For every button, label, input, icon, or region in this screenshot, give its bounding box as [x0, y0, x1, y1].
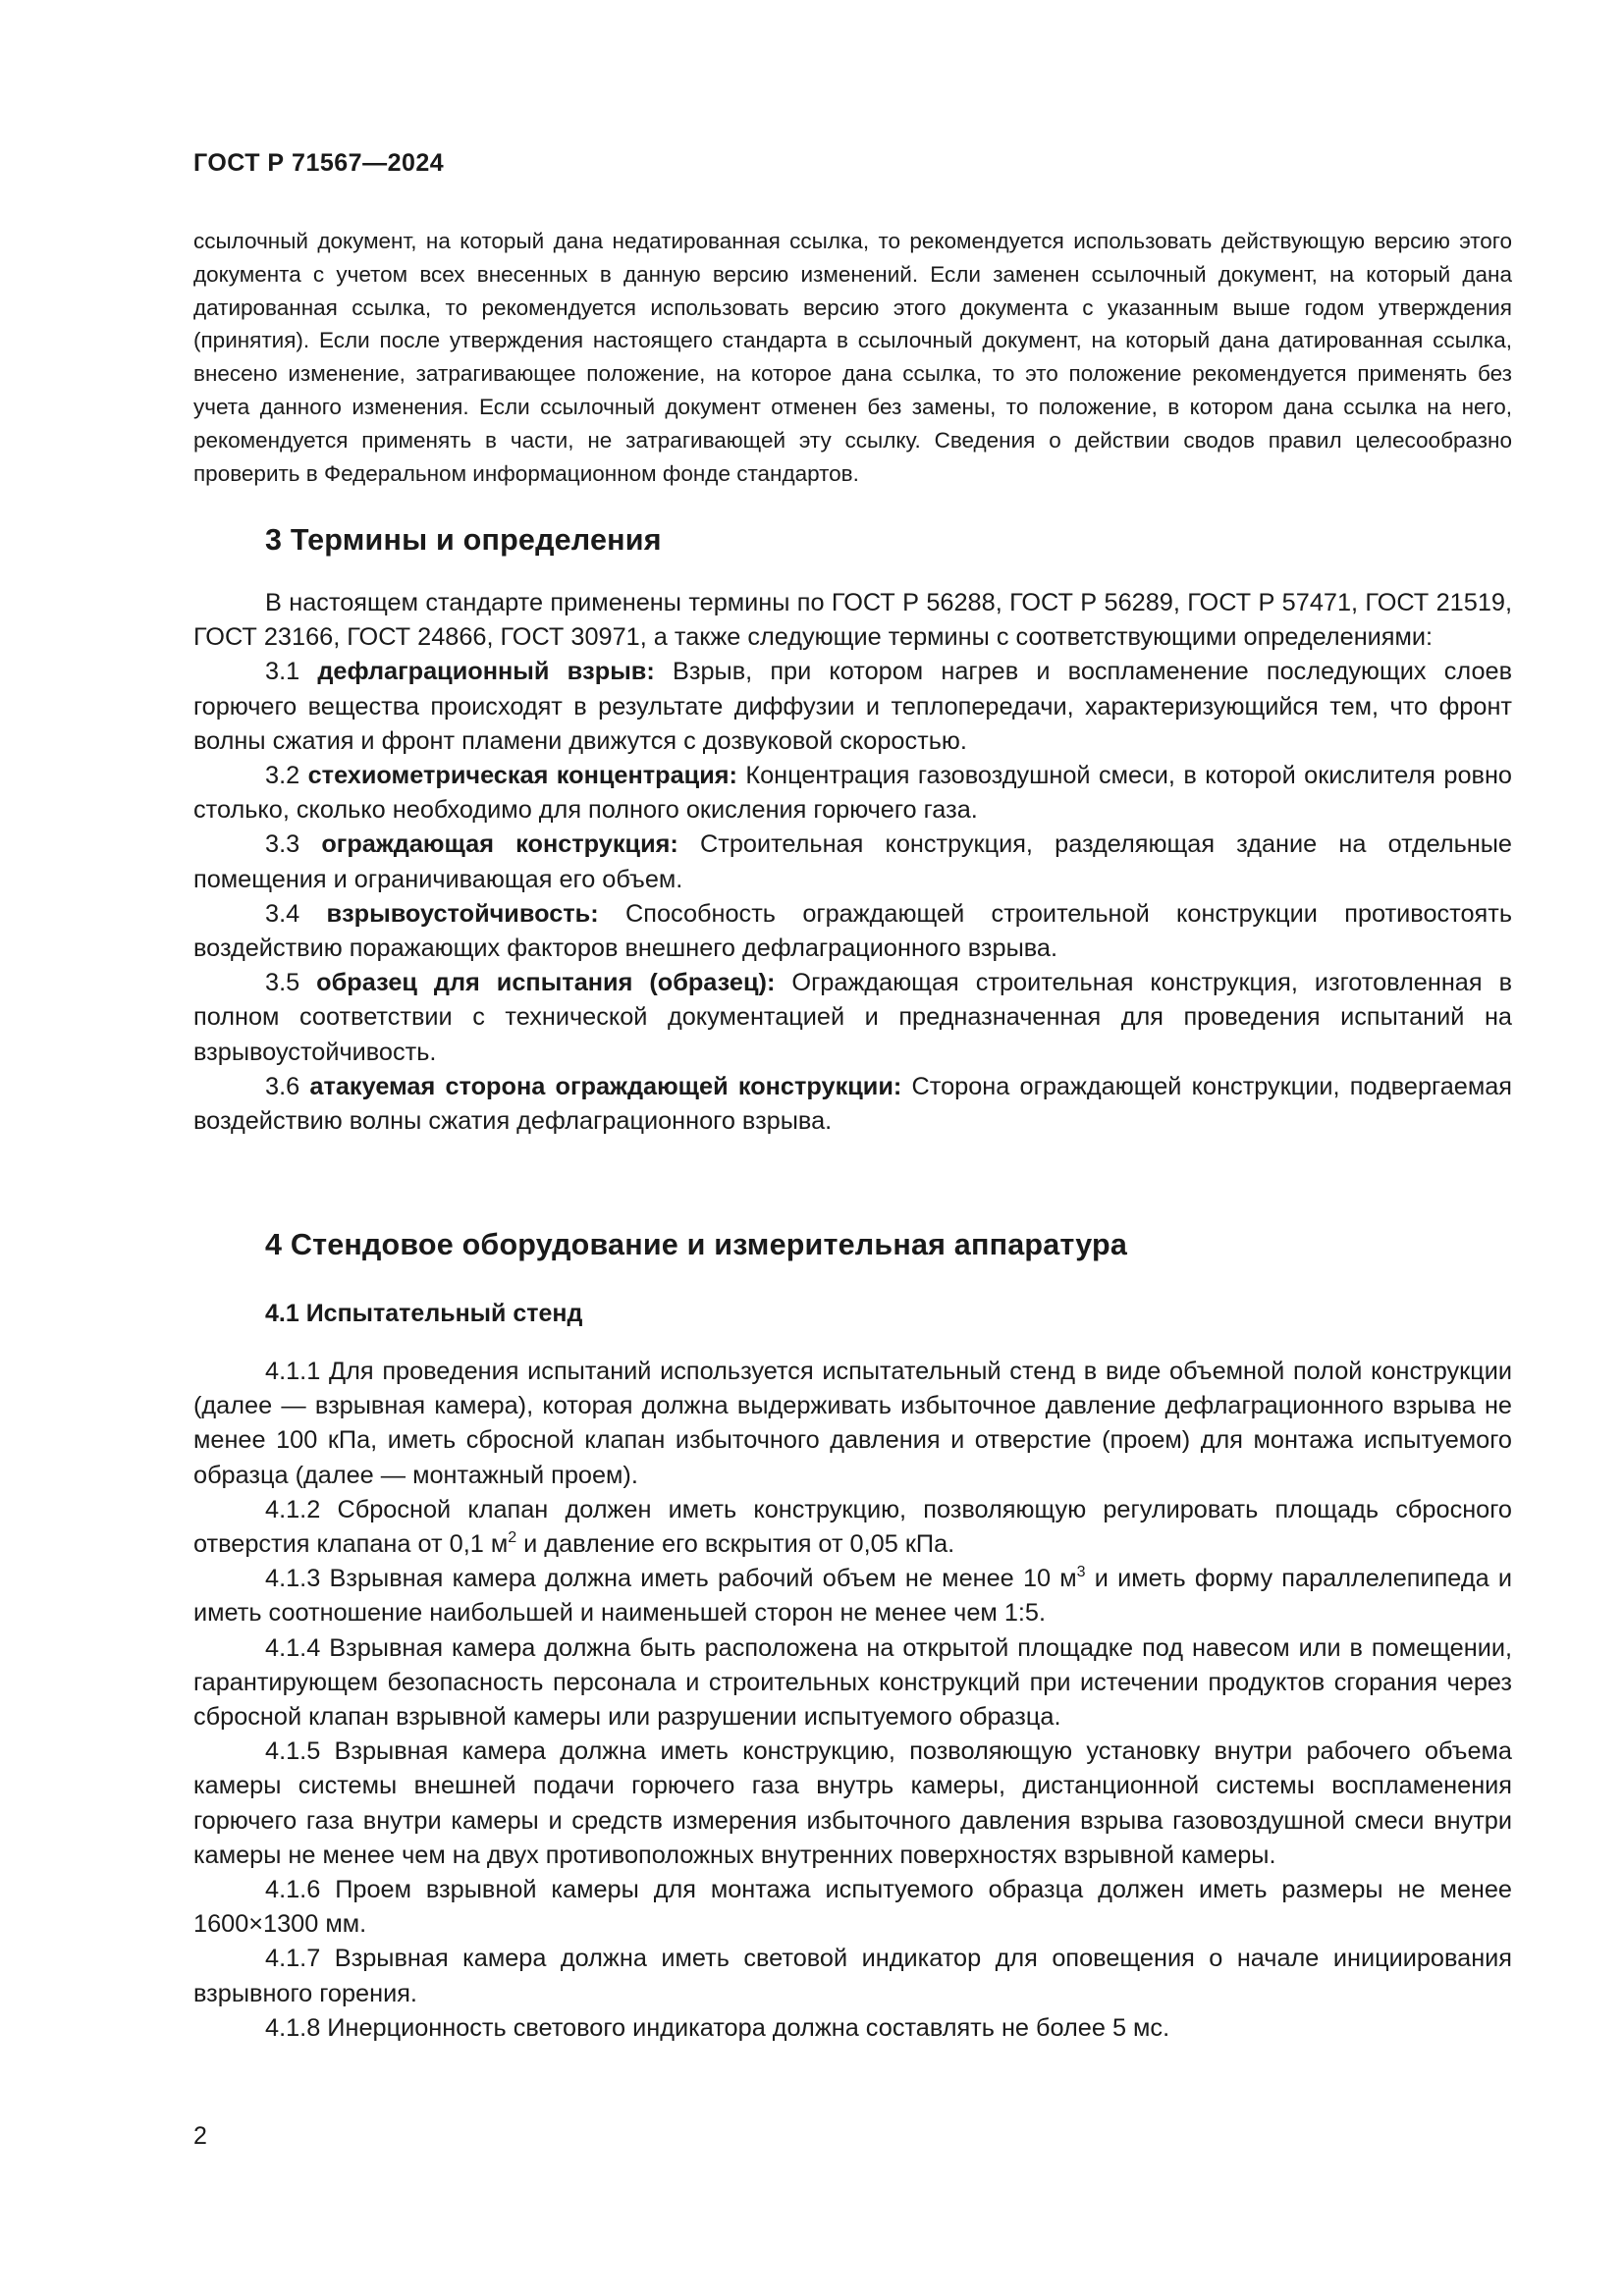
item-number: 4.1.1 — [265, 1358, 321, 1385]
term-number: 3.5 — [265, 969, 300, 997]
term-name: атакуемая сторона ограждающей конструкции: — [309, 1072, 902, 1100]
term-name: взрывоустойчивость: — [326, 899, 599, 928]
term-3-4 — [193, 897, 1512, 966]
term-definition: Способность ограждающей строительной конструкции противостоять воздействию поражающих факторов внешнего дефлаграционного взрыва. — [193, 899, 1512, 963]
section-3-body — [193, 586, 1512, 1139]
item-number: 4.1.6 — [265, 1876, 321, 1904]
term-definition: Взрыв, при котором нагрев и воспламенение последующих слоев горючего вещества происходят в результате диффузии и теплопередачи, характеризующийся тем, что фронт волны сжатия и фронт пламени движутся с дозвуковой скоростью. — [193, 658, 1513, 755]
term-name: образец для испытания (образец): — [316, 969, 776, 997]
term-number: 3.6 — [265, 1072, 300, 1100]
superscript: 3 — [1076, 1564, 1086, 1581]
term-name: стехиометрическая концентрация: — [307, 762, 737, 790]
subsection-4-1-heading: 4.1 Испытательный стенд — [265, 1300, 583, 1327]
item-text-cont: и иметь форму параллелепипеда и иметь соотношение наибольшей и наименьшей сторон не менее чем 1:5. — [193, 1565, 1512, 1628]
item-4-1-1 — [193, 1355, 1512, 1493]
section-4-heading: 4 Стендовое оборудование и измерительная аппаратура — [265, 1228, 1128, 1261]
item-4-1-2 — [193, 1493, 1512, 1562]
item-text: Сбросной клапан должен иметь конструкцию, позволяющую регулировать площадь сбросного отверстия клапана от 0,1 м — [193, 1495, 1512, 1559]
item-4-1-7 — [193, 1942, 1512, 2010]
term-number: 3.1 — [265, 658, 300, 686]
term-3-5 — [193, 966, 1512, 1070]
term-3-6 — [193, 1070, 1512, 1139]
intro-paragraph: ссылочный документ, на который дана недатированная ссылка, то рекомендуется использовать действующую версию этого документа с учетом всех внесенных в данную версию изменений. Если заменен ссылочный документ, на который дана датированная ссылка, то рекомендуется использовать версию этого документа с указанным выше годом утверждения (принятия). Если после утверждения настоящего стандарта в ссылочный документ, на который дана датированная ссылка, внесено изменение, затрагивающее положение, на которое дана ссылка, то это положение рекомендуется применять без учета данного изменения. Если ссылочный документ отменен без замены, то положение, в котором дана ссылка на него, рекомендуется применять в части, не затрагивающей эту ссылку. Сведения о действии сводов правил целесообразно проверить в Федеральном информационном фонде стандартов. — [193, 229, 1512, 486]
term-3-1 — [193, 655, 1512, 759]
item-4-1-5 — [193, 1735, 1512, 1873]
item-number: 4.1.5 — [265, 1737, 321, 1766]
item-4-1-4 — [193, 1631, 1512, 1735]
section-3-lead: В настоящем стандарте применены термины по ГОСТ Р 56288, ГОСТ Р 56289, ГОСТ Р 57471, ГОСТ 21519, ГОСТ 23166, ГОСТ 24866, ГОСТ 30971, а также следующие термины с соответствующими определениями: — [193, 589, 1512, 652]
term-definition: Строительная конструкция, разделяющая здание на отдельные помещения и ограничивающая его объем. — [193, 830, 1512, 893]
term-name: дефлаграционный взрыв: — [317, 658, 655, 686]
item-text: Взрывная камера должна иметь световой индикатор для оповещения о начале инициирования взрывного горения. — [193, 1945, 1512, 2007]
page-number: 2 — [193, 2122, 207, 2150]
section-4-body — [193, 1355, 1512, 2046]
item-number: 4.1.3 — [265, 1565, 321, 1593]
item-4-1-3 — [193, 1562, 1512, 1630]
item-text: Взрывная камера должна быть расположена на открытой площадке под навесом или в помещении, гарантирующем безопасность персонала и строительных конструкций при истечении продуктов сгорания через сбросной клапан взрывной камеры или разрушении испытуемого образца. — [193, 1633, 1513, 1732]
section-3-heading: 3 Термины и определения — [265, 523, 662, 557]
term-name: ограждающая конструкция: — [321, 830, 678, 859]
document-header: ГОСТ Р 71567—2024 — [193, 149, 445, 177]
item-text: Взрывная камера должна иметь рабочий объем не менее 10 м — [329, 1565, 1077, 1593]
term-definition: Ограждающая строительная конструкция, изготовленная в полном соответствии с технической документацией и предназначенная для проведения испытаний на взрывоустойчивость. — [193, 969, 1513, 1066]
item-text-cont: и давление его вскрытия от 0,05 кПа. — [516, 1530, 955, 1559]
superscript: 2 — [508, 1529, 517, 1547]
item-number: 4.1.2 — [265, 1495, 321, 1523]
item-number: 4.1.8 — [265, 2013, 321, 2042]
item-text: Для проведения испытаний используется испытательный стенд в виде объемной полой конструкции (далее — взрывная камера), которая должна выдерживать избыточное давление дефлаграционного взрыва не менее 100 кПа, иметь сбросной клапан избыточного давления и отверстие (проем) для монтажа испытуемого образца (далее — монтажный проем). — [193, 1358, 1512, 1489]
item-number: 4.1.4 — [265, 1633, 321, 1662]
item-text: Проем взрывной камеры для монтажа испытуемого образца должен иметь размеры не менее 1600×1300 мм. — [193, 1876, 1513, 1939]
term-3-2 — [193, 759, 1512, 828]
term-3-3 — [193, 828, 1512, 896]
item-4-1-6 — [193, 1873, 1512, 1942]
term-definition: Сторона ограждающей конструкции, подвергаемая воздействию волны сжатия дефлаграционного взрыва. — [193, 1072, 1512, 1136]
item-text: Инерционность светового индикатора должна составлять не более 5 мс. — [327, 2013, 1170, 2042]
term-number: 3.4 — [265, 899, 300, 928]
term-definition: Концентрация газовоздушной смеси, в которой окислителя ровно столько, сколько необходимо для полного окисления горючего газа. — [193, 762, 1512, 825]
item-number: 4.1.7 — [265, 1945, 321, 1973]
term-number: 3.3 — [265, 830, 300, 859]
term-number: 3.2 — [265, 762, 300, 790]
item-4-1-8 — [193, 2011, 1512, 2046]
item-text: Взрывная камера должна иметь конструкцию, позволяющую установку внутри рабочего объема камеры системы внешней подачи горючего газа внутрь камеры, дистанционной системы воспламенения горючего газа внутри камеры и средств измерения избыточного давления взрыва газовоздушной смеси внутри камеры не менее чем на двух противоположных внутренних поверхностях взрывной камеры. — [193, 1737, 1512, 1869]
